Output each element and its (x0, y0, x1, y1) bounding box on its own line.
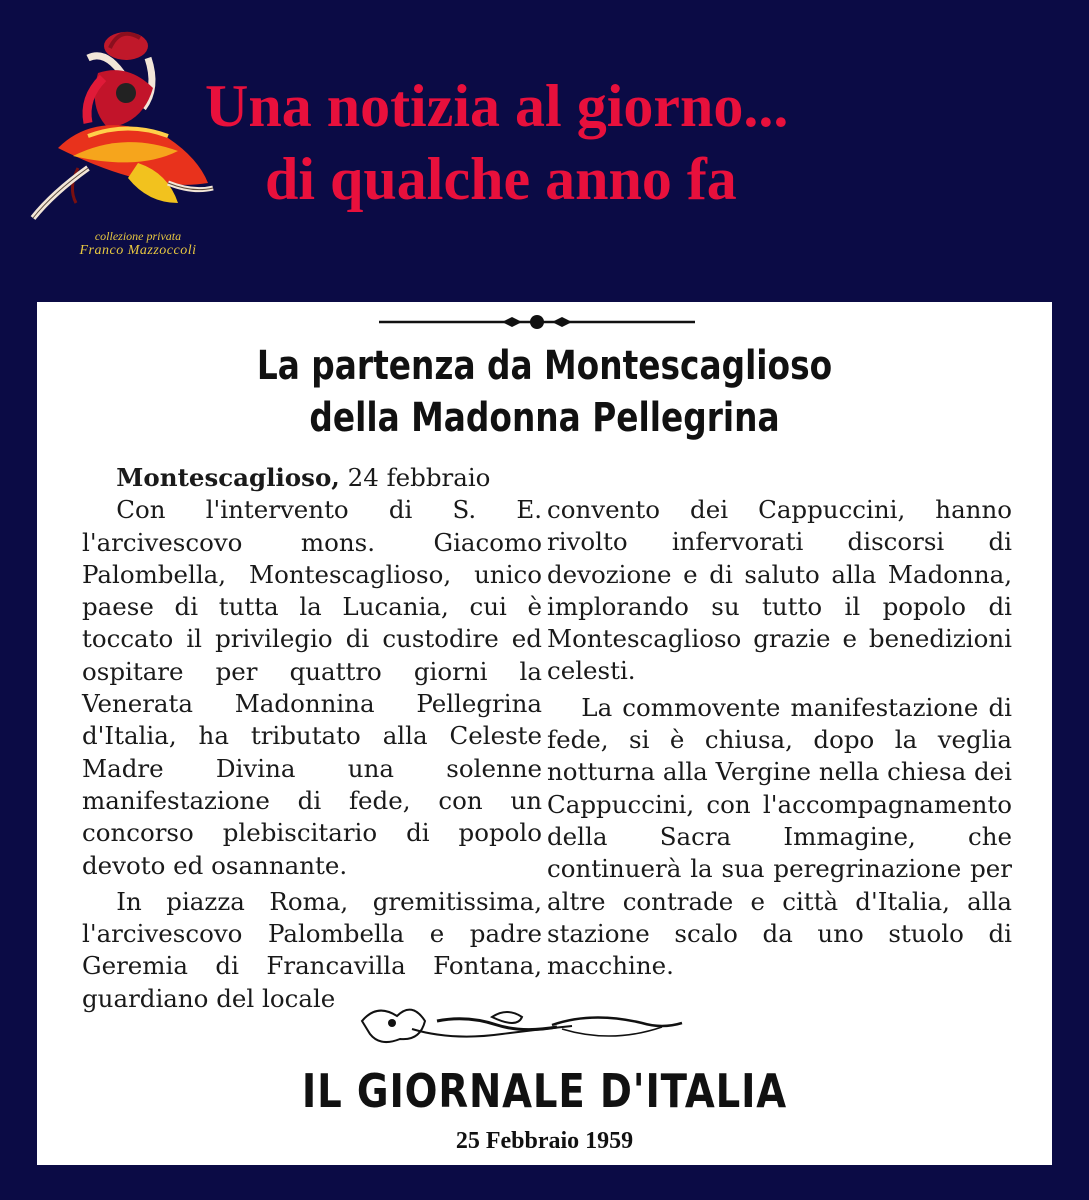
dateline-place: Montescaglioso, (116, 463, 340, 492)
paragraph: Con l'intervento di S. E. l'arcivescovo mons. Giacomo Palombella, Montescaglioso, unico paese di tutta la Lucania, cui è toccato il privilegio di custodire ed ospitare per quattro giorni la Venerata Madonnina Pellegrina d'Italia, ha tributato alla Celeste Madre Divina una solenne manifestazione di fede, con un concorso plebiscitario di popolo devoto ed osannante. (82, 495, 542, 880)
article-title (128, 340, 960, 444)
floral-ornament-icon (352, 999, 692, 1049)
dateline-date: 24 febbraio (347, 463, 491, 492)
paragraph: In piazza Roma, gremitissima, l'arcivescovo Palombella e padre Geremia di Francavilla Fontana, guardiano del locale (82, 886, 542, 1013)
newspaper-clipping (37, 302, 1052, 1165)
paragraph: La commovente manifestazione di fede, si è chiusa, dopo la veglia notturna alla Vergine nella chiesa dei Cappuccini, con l'accompagnamento della Sacra Immagine, che continuerà la sua peregrinazione per altre contrade e città d'Italia, alla stazione scalo da uno stuolo di macchine. (547, 692, 1012, 981)
newspaper-masthead: IL GIORNALE D'ITALIA (301, 1064, 788, 1118)
article-column-left (82, 462, 542, 1015)
logo-caption-line2: Franco Mazzoccoli (79, 243, 197, 259)
page-headline (205, 70, 905, 216)
dancer-illustration (18, 18, 218, 233)
headline-line2: di qualche anno fa (265, 146, 737, 213)
publication-date: 25 Febbraio 1959 (455, 1128, 634, 1154)
headline-line1: Una notizia al giorno... (205, 73, 789, 139)
article-title-line2: della Madonna Pellegrina (309, 395, 780, 441)
logo-caption (48, 230, 228, 259)
logo-caption-line1: collezione privata (94, 229, 182, 243)
article-column-right (547, 494, 1012, 982)
dateline (82, 462, 542, 494)
logo-dancer (18, 18, 218, 268)
article-title-line1: La partenza da Montescaglioso (256, 343, 833, 389)
ornament-top-divider-icon (377, 310, 697, 334)
paragraph: convento dei Cappuccini, hanno rivolto infervorati discorsi di devozione e di saluto alla Madonna, implorando su tutto il popolo di Montescaglioso grazie e benedizioni celesti. (547, 495, 1012, 686)
